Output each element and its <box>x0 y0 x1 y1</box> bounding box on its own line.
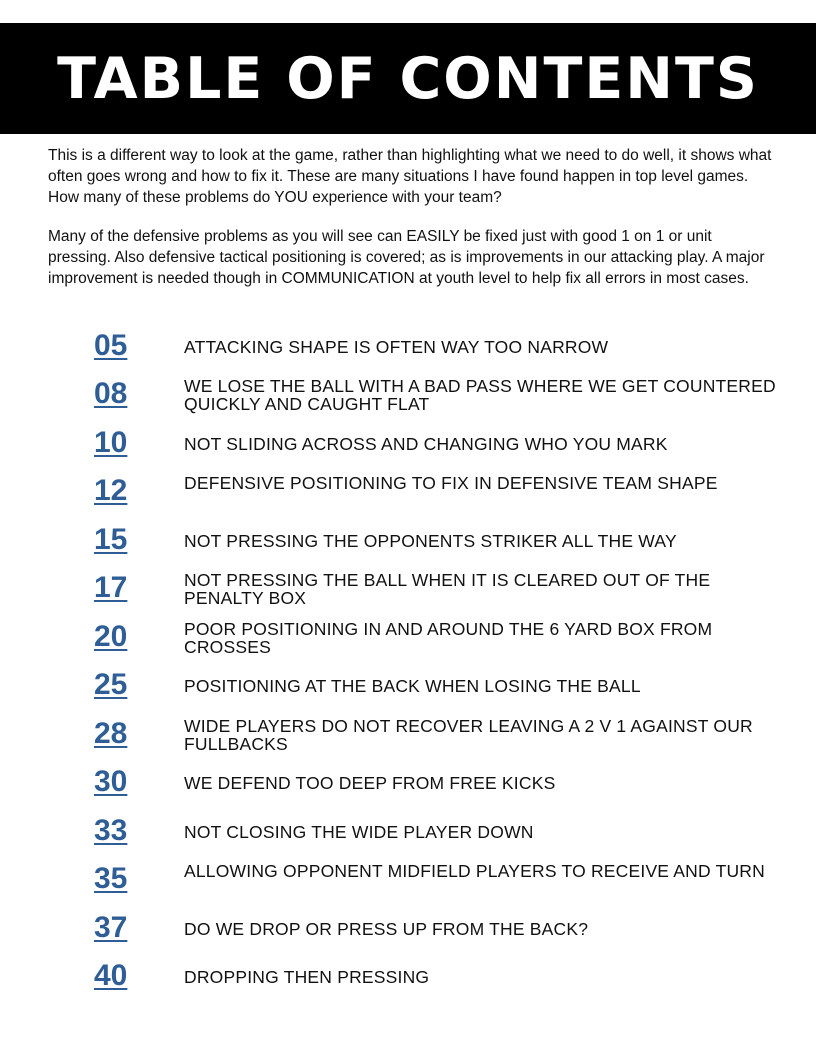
toc-page-number-link[interactable]: 33 <box>94 814 128 847</box>
toc-entry-title: DEFENSIVE POSITIONING TO FIX IN DEFENSIVE TEAM SHAPE <box>184 473 718 493</box>
intro-text-2: Many of the defensive problems as you will see can EASILY be fixed just with good 1 on 1 or unit pressing. Also defensive tactical positioning is covered; as is improvements in our attacking play. A major improvement is needed though in COMMUNICATION at youth level to help fix all errors in most cases. <box>48 228 765 287</box>
toc-page-number-link[interactable]: 15 <box>94 523 128 556</box>
toc-page-number-link[interactable]: 28 <box>94 717 128 750</box>
toc-entry-title: NOT SLIDING ACROSS AND CHANGING WHO YOU MARK <box>184 434 668 454</box>
toc-entry-title: NOT PRESSING THE BALL WHEN IT IS CLEARED OUT OF THE PENALTY BOX <box>184 570 711 608</box>
toc-page-number-link[interactable]: 08 <box>94 377 128 410</box>
page-title: TABLE OF CONTENTS <box>57 46 759 112</box>
toc-entry-title: DO WE DROP OR PRESS UP FROM THE BACK? <box>184 919 589 939</box>
toc-page-number-link[interactable]: 05 <box>94 329 128 362</box>
toc-page-number-link[interactable]: 25 <box>94 668 128 701</box>
toc-entry-title: WE LOSE THE BALL WITH A BAD PASS WHERE WE GET COUNTERED QUICKLY AND CAUGHT FLAT <box>184 376 776 414</box>
toc-entry-title: WE DEFEND TOO DEEP FROM FREE KICKS <box>184 773 556 793</box>
toc-entry-title: WIDE PLAYERS DO NOT RECOVER LEAVING A 2 V 1 AGAINST OUR FULLBACKS <box>184 716 753 754</box>
toc-page-number-link[interactable]: 12 <box>94 474 128 507</box>
toc-page-number-link[interactable]: 17 <box>94 571 128 604</box>
toc-page-number-link[interactable]: 40 <box>94 959 128 992</box>
intro-text-1: This is a different way to look at the game, rather than highlighting what we need to do well, it shows what often goes wrong and how to fix it. These are many situations I have found happen in top level games. How many of these problems do YOU experience with your team? <box>48 147 772 206</box>
toc-entry-title: NOT PRESSING THE OPPONENTS STRIKER ALL THE WAY <box>184 531 677 551</box>
toc-entry-title: ALLOWING OPPONENT MIDFIELD PLAYERS TO RECEIVE AND TURN <box>184 861 765 881</box>
toc-entry-title: NOT CLOSING THE WIDE PLAYER DOWN <box>184 822 534 842</box>
toc-entry-title: ATTACKING SHAPE IS OFTEN WAY TOO NARROW <box>184 337 609 357</box>
toc-page-number-link[interactable]: 30 <box>94 765 128 798</box>
toc-page-number-link[interactable]: 20 <box>94 620 128 653</box>
title-banner <box>0 23 816 134</box>
toc-page-number-link[interactable]: 37 <box>94 911 128 944</box>
toc-page-number-link[interactable]: 35 <box>94 862 128 895</box>
toc-page-number-link[interactable]: 10 <box>94 426 128 459</box>
toc-entry-title: POSITIONING AT THE BACK WHEN LOSING THE BALL <box>184 676 641 696</box>
toc-entry-title: POOR POSITIONING IN AND AROUND THE 6 YARD BOX FROM CROSSES <box>184 619 713 657</box>
intro-paragraph-1 <box>48 145 774 208</box>
intro-paragraph-2 <box>48 226 774 289</box>
toc-entry-title: DROPPING THEN PRESSING <box>184 967 430 987</box>
